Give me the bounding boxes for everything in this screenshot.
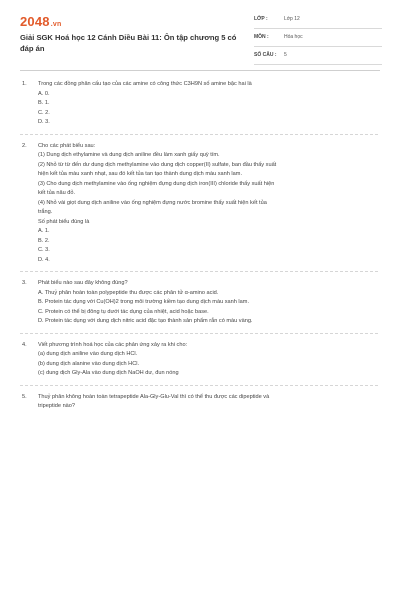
document-title: Giải SGK Hoá học 12 Cánh Diều Bài 11: Ôn tập chương 5 có đáp án (20, 33, 237, 53)
question-line: C. 2. (38, 109, 50, 116)
question-line: A. Thuỷ phân hoàn toàn polypeptide thu được các phân tử α-amino acid. (38, 289, 219, 296)
question-text: Cho các phát biểu sau: (38, 142, 96, 149)
question-divider (20, 333, 378, 334)
question-line: D. 4. (38, 256, 50, 263)
question-line: C. Protein có thể bị đông tụ dưới tác dụng của nhiệt, acid hoặc base. (38, 308, 209, 315)
question-line: D. Protein tác dụng với dung dịch nitric acid đặc tạo thành sản phẩm rắn có màu vàng. (38, 318, 253, 324)
logo-main: 2048 (20, 14, 50, 29)
meta-label: LỚP : (254, 16, 268, 22)
question-item (20, 142, 378, 266)
question-line: (b) dung dịch alanine vào dung dịch HCl. (38, 360, 140, 367)
question-line: tripeptide nào? (38, 403, 76, 409)
question-line: B. 2. (38, 237, 50, 244)
meta-label: MÔN : (254, 34, 269, 40)
question-text: Trong các đồng phân cấu tạo của các amine có công thức C3H9N số amine bậc hai là (38, 81, 252, 87)
question-line: Số phát biểu đúng là (38, 218, 90, 225)
question-line: (c) dung dịch Gly-Ala vào dung dịch NaOH dư, đun nóng (38, 370, 179, 376)
meta-row-count (254, 50, 382, 65)
question-line: (2) Nhỏ từ từ đến dư dung dịch methylamine vào dung dịch copper(II) sulfate, ban đầu thấy xuất (38, 161, 277, 168)
question-list (20, 80, 378, 412)
meta-label: SỐ CÂU : (254, 52, 277, 58)
question-line: kết tủa nâu đỏ. (38, 190, 76, 196)
question-text: Thuỷ phân không hoàn toàn tetrapeptide Ala-Gly-Glu-Val thì có thể thu được các dipeptide và (38, 393, 270, 400)
question-item (20, 393, 378, 412)
question-number: 2. (22, 142, 27, 149)
question-number: 1. (22, 81, 27, 87)
question-line: B. Protein tác dụng với Cu(OH)2 trong môi trường kiềm tạo dung dịch màu xanh lam. (38, 299, 249, 305)
question-line: A. 1. (38, 228, 50, 234)
question-divider (20, 271, 378, 272)
question-line: B. 1. (38, 100, 50, 106)
meta-info (254, 14, 382, 68)
question-line: (4) Nhỏ vài giọt dung dịch aniline vào ống nghiệm đựng nước bromine thấy xuất hiện kết tủa (38, 199, 267, 206)
question-divider (20, 134, 378, 135)
header (0, 0, 400, 64)
question-line: hiện kết tủa màu xanh nhạt, sau đó kết tủa tan tạo thành dung dịch màu xanh lam. (38, 171, 242, 177)
meta-row-subject (254, 32, 382, 47)
header-divider (20, 70, 380, 71)
question-number: 4. (22, 341, 27, 348)
question-line: A. 0. (38, 90, 50, 97)
meta-row-class (254, 14, 382, 29)
meta-value: Lớp 12 (284, 16, 300, 22)
site-logo[interactable] (20, 14, 61, 29)
meta-value: Hóa học (284, 34, 303, 40)
question-text: Phát biểu nào sau đây không đúng? (38, 280, 128, 286)
meta-value: 5 (284, 52, 287, 58)
question-item (20, 341, 378, 379)
logo-suffix: .vn (50, 21, 62, 28)
question-line: (a) dung dịch aniline vào dung dịch HCl. (38, 351, 138, 357)
question-line: D. 3. (38, 119, 50, 125)
question-line: (1) Dung dịch ethylamine và dung dịch aniline đều làm xanh giấy quỳ tím. (38, 152, 220, 158)
question-text: Viết phương trình hoá học của các phản ứng xảy ra khi cho: (38, 341, 188, 348)
question-item (20, 279, 378, 327)
question-line: (3) Cho dung dịch methylamine vào ống nghiệm đựng dung dịch iron(III) chloride thấy xuất hiện (38, 180, 275, 187)
question-divider (20, 385, 378, 386)
question-number: 3. (22, 280, 27, 286)
question-number: 5. (22, 393, 27, 400)
question-item (20, 80, 378, 128)
question-line: trắng. (38, 209, 53, 215)
question-line: C. 3. (38, 247, 50, 253)
